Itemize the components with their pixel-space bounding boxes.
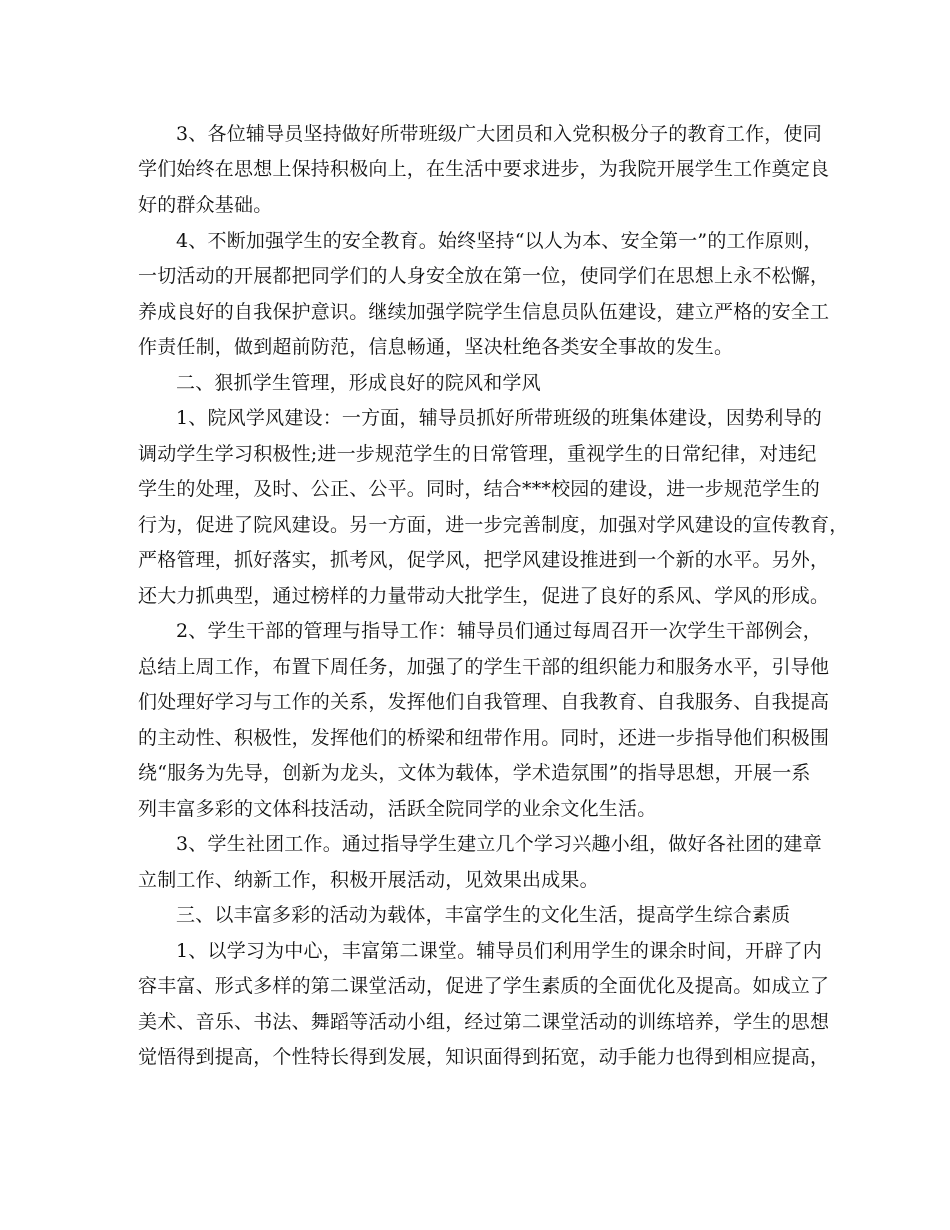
text-line-7: 作责任制，做到超前防范，信息畅通，坚决杜绝各类安全事故的发生。 <box>138 336 734 358</box>
text-line-16: 总结上周工作，布置下周任务，加强了的学生干部的组织能力和服务水平，引导他 <box>138 656 830 678</box>
text-line-21: 3、学生社团工作。通过指导学生建立几个学习兴趣小组，做好各社团的建章 <box>176 833 822 855</box>
text-line-15: 2、学生干部的管理与指导工作：辅导员们通过每周召开一次学生干部例会， <box>176 620 822 642</box>
text-line-3: 好的群众基础。 <box>138 194 273 216</box>
text-line-13: 严格管理，抓好落实，抓考风，促学风，把学风建设推进到一个新的水平。另外， <box>138 549 830 571</box>
text-line-27: 觉悟得到提高，个性特长得到发展，知识面得到拓宽，动手能力也得到相应提高， <box>138 1046 830 1068</box>
text-line-22: 立制工作、纳新工作，积极开展活动，见效果出成果。 <box>138 869 599 891</box>
text-line-1: 3、各位辅导员坚持做好所带班级广大团员和入党积极分子的教育工作，使同 <box>176 123 822 145</box>
section-heading-2: 二、狠抓学生管理，形成良好的院风和学风 <box>176 372 541 394</box>
text-line-4: 4、不断加强学生的安全教育。始终坚持“以人为本、安全第一”的工作原则， <box>176 230 823 252</box>
text-line-6: 养成良好的自我保护意识。继续加强学院学生信息员队伍建设，建立严格的安全工 <box>138 301 830 323</box>
text-line-17: 们处理好学习与工作的关系，发挥他们自我管理、自我教育、自我服务、自我提高 <box>138 691 830 713</box>
text-line-2: 学们始终在思想上保持积极向上，在生活中要求进步，为我院开展学生工作奠定良 <box>138 158 830 180</box>
text-line-19: 绕“服务为先导，创新为龙头，文体为载体，学术造氛围”的指导思想，开展一系 <box>138 762 811 784</box>
text-line-12: 行为，促进了院风建设。另一方面，进一步完善制度，加强对学风建设的宣传教育， <box>138 514 849 536</box>
text-line-14: 还大力抓典型，通过榜样的力量带动大批学生，促进了良好的系风、学风的形成。 <box>138 585 830 607</box>
text-line-24: 1、以学习为中心，丰富第二课堂。辅导员们利用学生的课余时间，开辟了内 <box>176 940 822 962</box>
text-line-20: 列丰富多彩的文体科技活动，活跃全院同学的业余文化生活。 <box>138 798 657 820</box>
text-line-25: 容丰富、形式多样的第二课堂活动，促进了学生素质的全面优化及提高。如成立了 <box>138 975 830 997</box>
section-heading-3: 三、以丰富多彩的活动为载体，丰富学生的文化生活，提高学生综合素质 <box>176 904 791 926</box>
text-line-10: 调动学生学习积极性;进一步规范学生的日常管理，重视学生的日常纪律，对违纪 <box>138 443 817 465</box>
text-line-18: 的主动性、积极性，发挥他们的桥梁和纽带作用。同时，还进一步指导他们积极围 <box>138 727 830 749</box>
text-line-9: 1、院风学风建设：一方面，辅导员抓好所带班级的班集体建设，因势利导的 <box>176 407 822 429</box>
text-line-26: 美术、音乐、书法、舞蹈等活动小组，经过第二课堂活动的训练培养，学生的思想 <box>138 1011 830 1033</box>
text-line-11: 学生的处理，及时、公正、公平。同时，结合***校园的建设，进一步规范学生的 <box>138 478 820 500</box>
text-line-5: 一切活动的开展都把同学们的人身安全放在第一位，使同学们在思想上永不松懈， <box>138 265 830 287</box>
